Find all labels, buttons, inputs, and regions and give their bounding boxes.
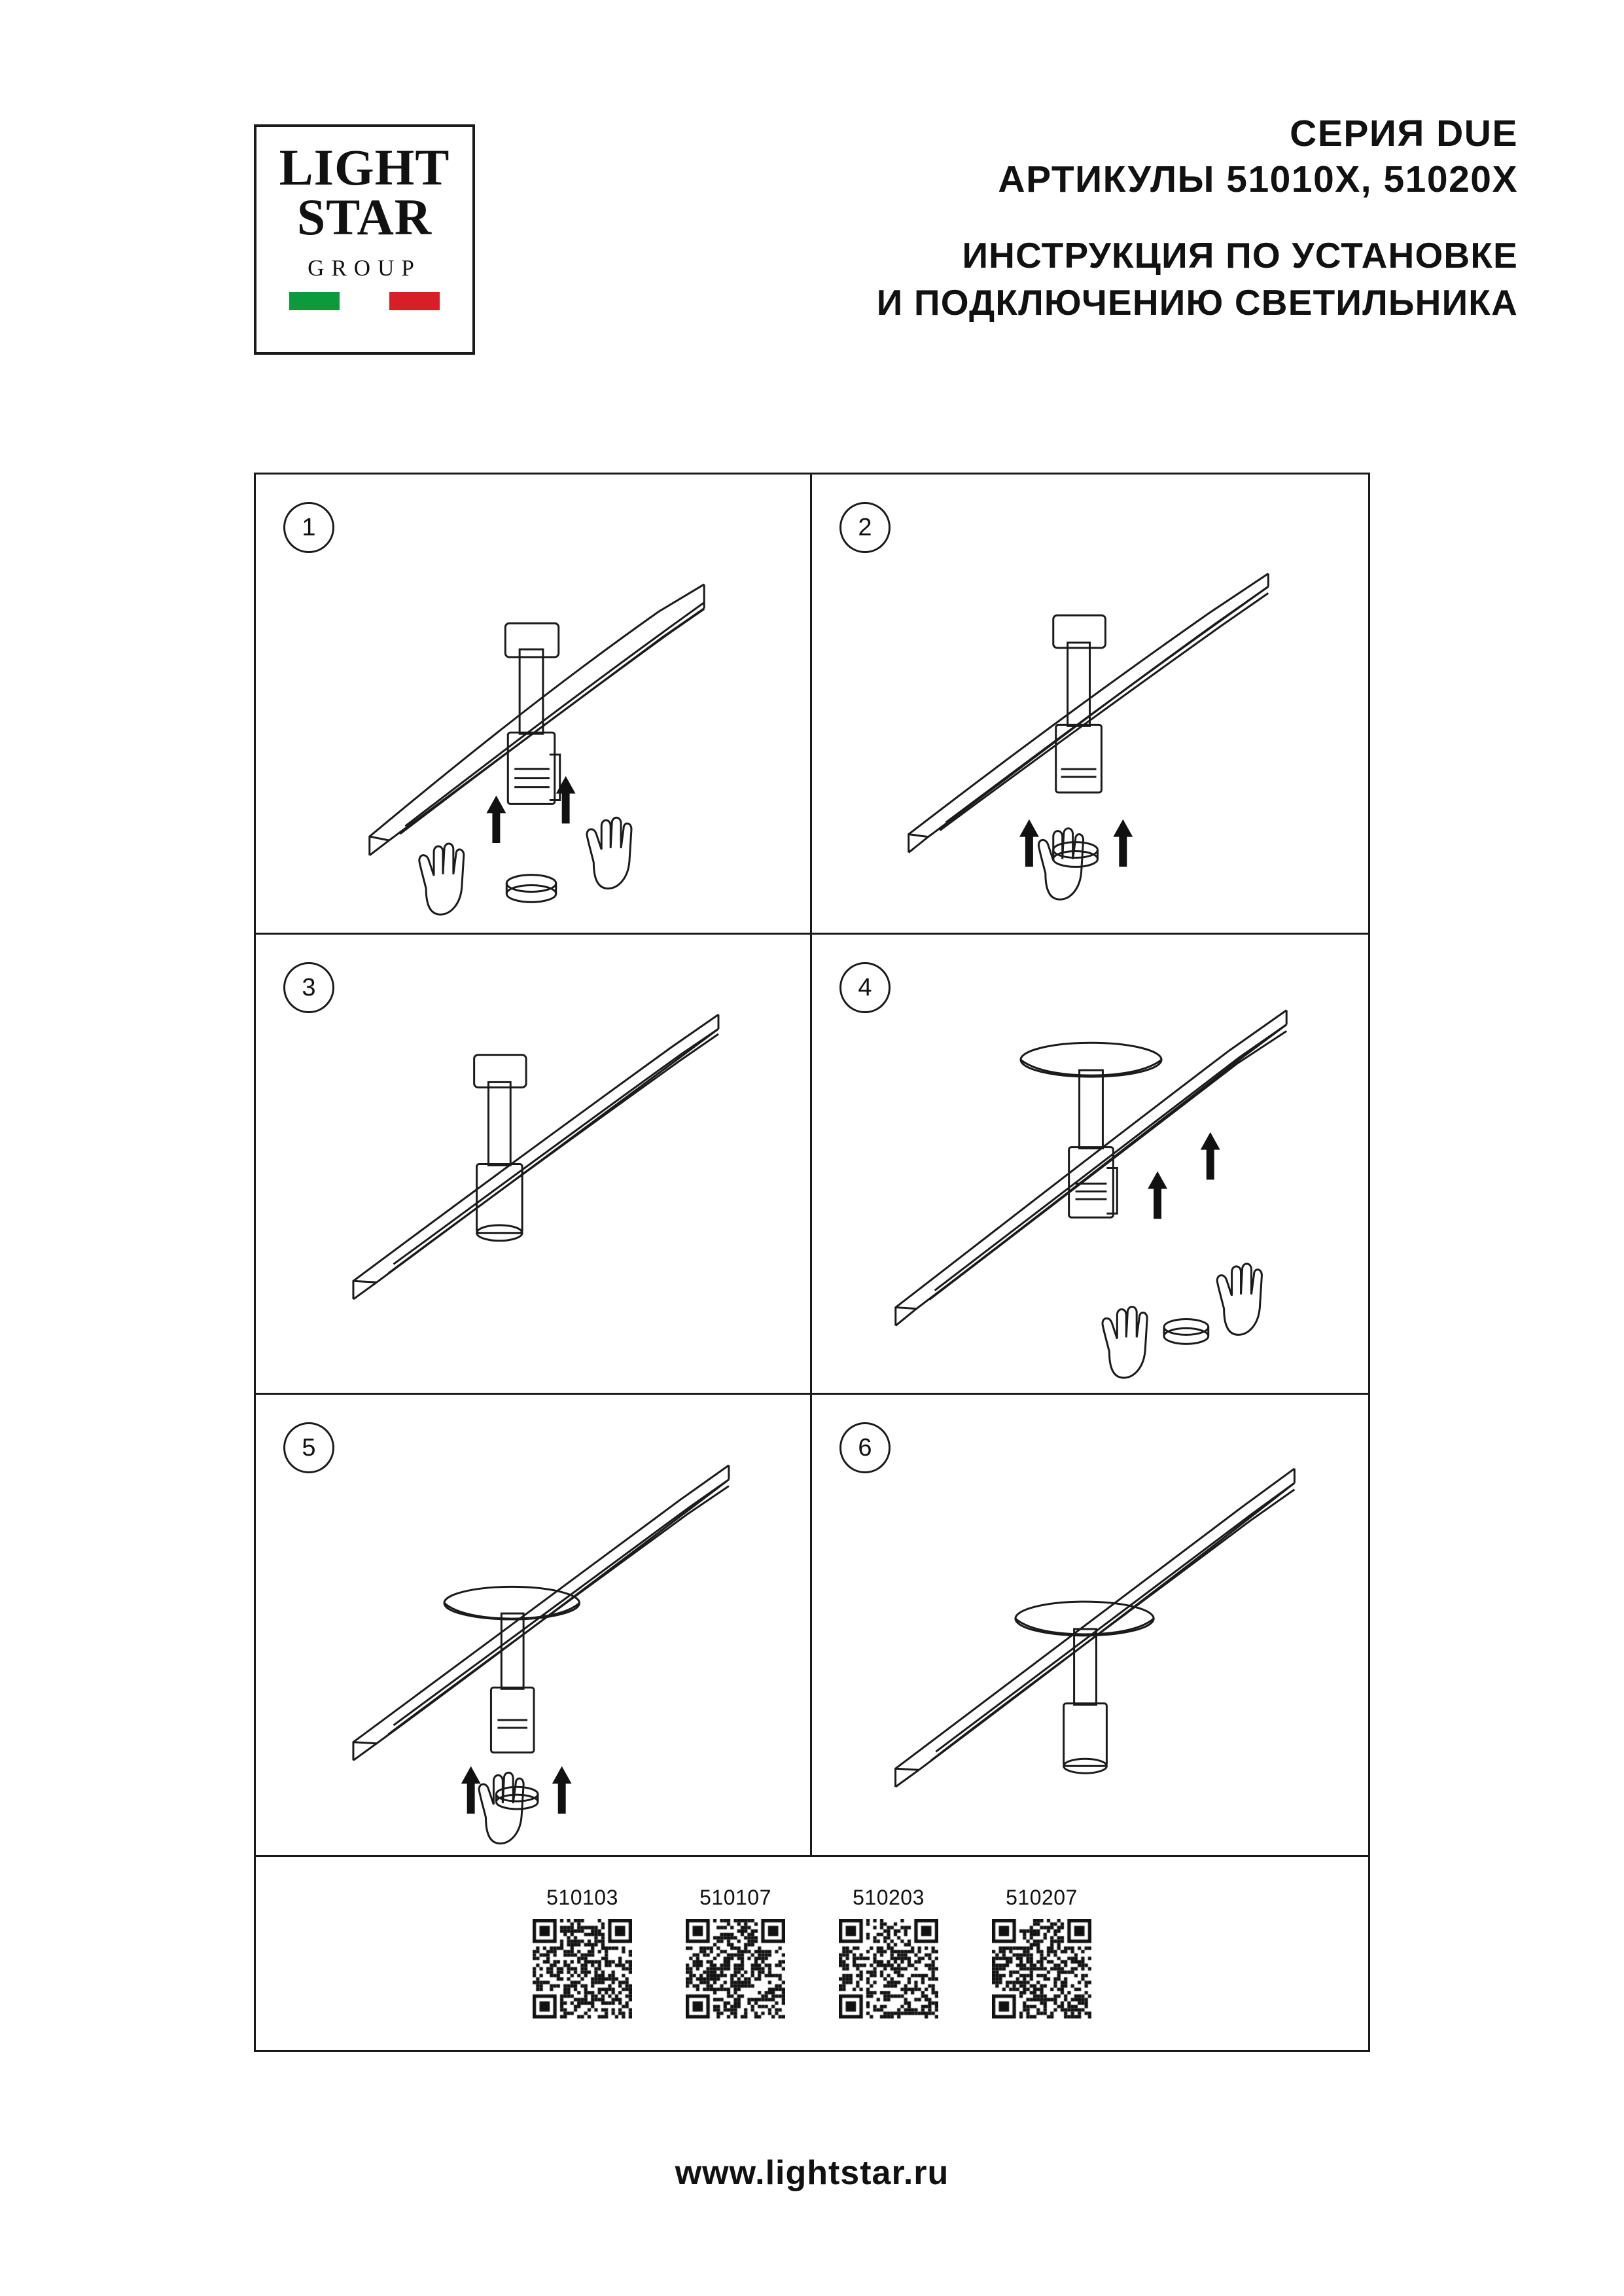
step-adapter-locked-in-track xyxy=(256,935,812,1393)
qr-label: 510207 xyxy=(1006,1886,1078,1909)
title-series: СЕРИЯ DUE xyxy=(1290,113,1518,154)
step-number-badge: 4 xyxy=(839,962,891,1013)
step-5-illustration xyxy=(256,1395,810,1855)
page-header xyxy=(0,0,1624,419)
step-align-cover-plate xyxy=(812,935,1368,1393)
step-2-illustration xyxy=(812,475,1368,933)
direction-arrows xyxy=(461,1766,572,1813)
step-number-badge: 6 xyxy=(839,1422,891,1473)
steps-row-3 xyxy=(256,1395,1368,1855)
step-4-illustration xyxy=(812,935,1368,1393)
qr-item[interactable] xyxy=(530,1886,635,2018)
qr-label: 510107 xyxy=(699,1886,771,1909)
qr-code-image[interactable] xyxy=(533,1919,632,2018)
direction-arrows xyxy=(487,776,576,843)
title-instruction xyxy=(497,232,1518,326)
step-fix-cover-plate xyxy=(256,1395,812,1855)
step-insert-adapter-into-track xyxy=(256,475,812,933)
step-assembly-complete xyxy=(812,1395,1368,1855)
footer-website[interactable]: www.lightstar.ru xyxy=(675,2154,949,2192)
step-number-badge: 1 xyxy=(283,502,334,553)
title-instruction-line1: ИНСТРУКЦИЯ ПО УСТАНОВКЕ xyxy=(962,235,1518,276)
qr-codes-row xyxy=(256,1855,1368,2052)
step-seat-adapter-in-track xyxy=(812,475,1368,933)
logo-wordmark xyxy=(256,139,472,245)
document-title-block xyxy=(497,111,1518,326)
qr-code-image[interactable] xyxy=(839,1919,938,2018)
logo-line-star: STAR xyxy=(296,188,432,245)
qr-item[interactable] xyxy=(836,1886,941,2018)
hand-icons xyxy=(1038,829,1083,900)
qr-item[interactable] xyxy=(683,1886,788,2018)
qr-codes-list xyxy=(530,1886,1094,2018)
step-1-illustration xyxy=(256,475,810,933)
title-instruction-line2: И ПОДКЛЮЧЕНИЮ СВЕТИЛЬНИКА xyxy=(876,281,1518,323)
qr-label: 510103 xyxy=(546,1886,618,1909)
hand-icons xyxy=(419,817,631,914)
step-number-badge: 3 xyxy=(283,962,334,1013)
step-6-illustration xyxy=(812,1395,1368,1855)
qr-code-image[interactable] xyxy=(686,1919,785,2018)
logo-line-light: LIGHT xyxy=(279,139,450,196)
hand-icons xyxy=(1103,1264,1262,1378)
italy-flag-icon xyxy=(289,292,440,310)
step-number-badge: 5 xyxy=(283,1422,334,1473)
steps-row-1 xyxy=(256,475,1368,935)
title-articles: АРТИКУЛЫ 51010X, 51020X xyxy=(998,158,1518,200)
logo-group-label: GROUP xyxy=(308,255,421,281)
qr-label: 510203 xyxy=(853,1886,925,1909)
direction-arrows xyxy=(1148,1132,1220,1219)
step-3-illustration xyxy=(256,935,810,1393)
brand-logo xyxy=(254,124,475,355)
qr-code-image[interactable] xyxy=(992,1919,1091,2018)
instruction-steps-grid xyxy=(254,473,1370,2052)
step-number-badge: 2 xyxy=(839,502,891,553)
steps-row-2 xyxy=(256,935,1368,1395)
qr-item[interactable] xyxy=(989,1886,1094,2018)
